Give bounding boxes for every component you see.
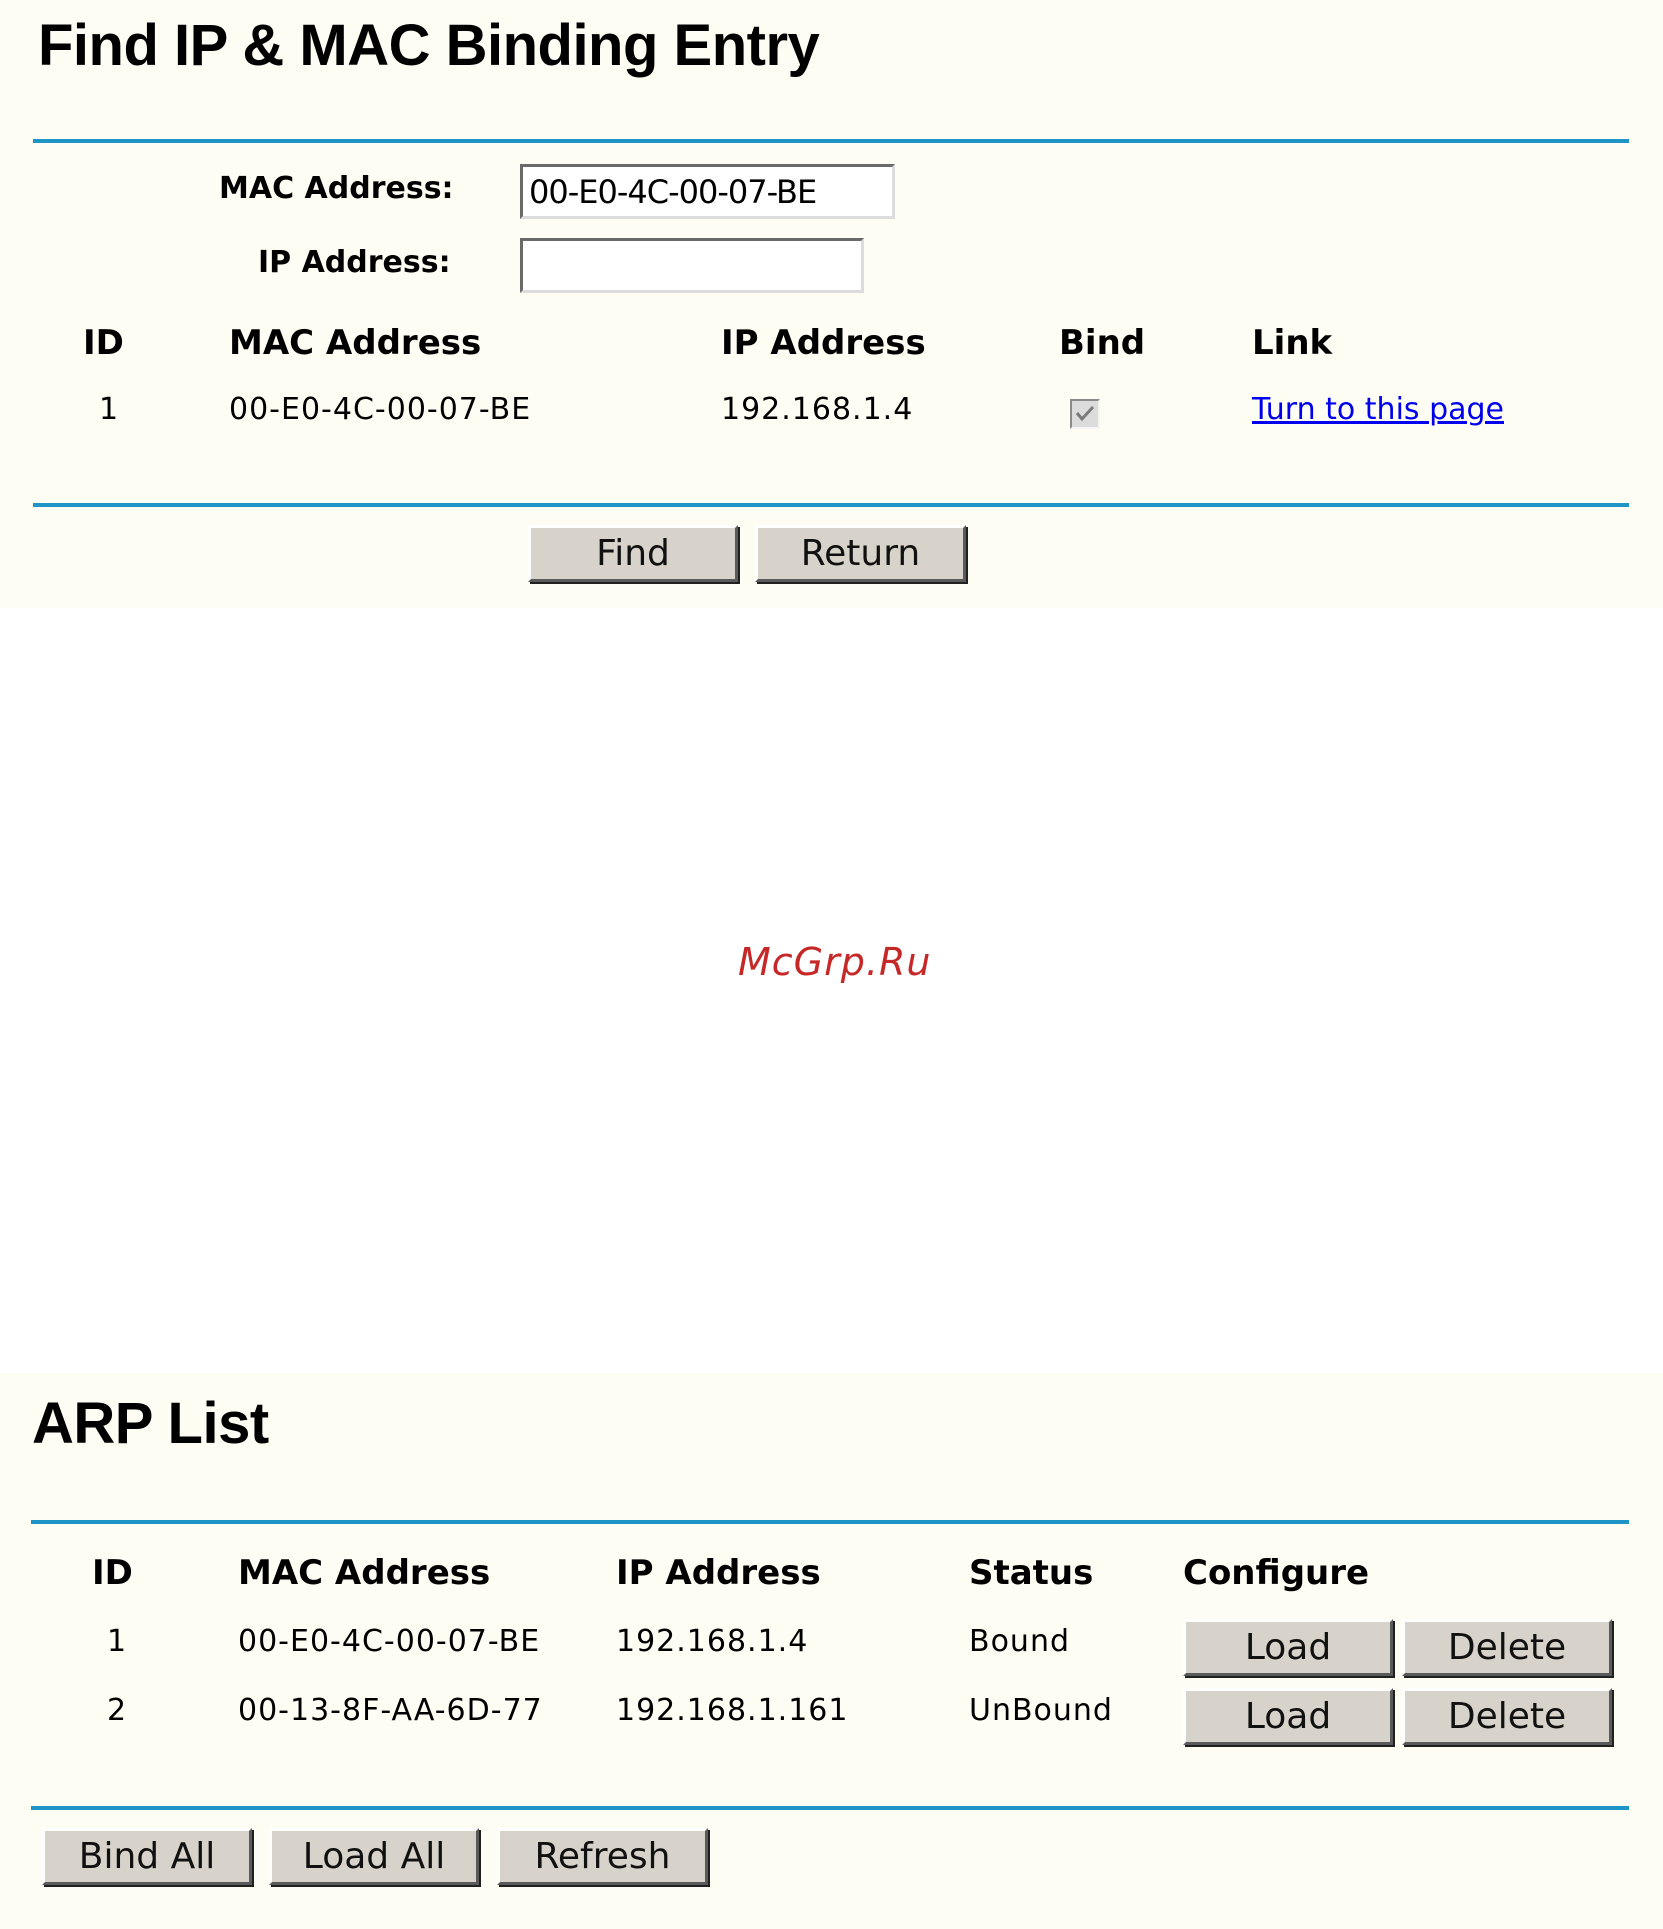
col-header-ip: IP Address <box>721 323 926 363</box>
arp-page-title: ARP List <box>32 1391 269 1456</box>
row-ip-address: 192.168.1.4 <box>721 392 914 427</box>
arp-col-header-mac: MAC Address <box>238 1553 491 1593</box>
arp-bottom-divider <box>31 1806 1629 1810</box>
arp-row-id: 2 <box>107 1693 128 1728</box>
col-header-link: Link <box>1252 323 1333 363</box>
mac-address-input[interactable] <box>520 164 895 219</box>
bottom-divider <box>33 503 1629 507</box>
arp-row-mac-address: 00-13-8F-AA-6D-77 <box>238 1693 543 1728</box>
col-header-mac: MAC Address <box>229 323 482 363</box>
mac-address-label: MAC Address: <box>219 171 454 206</box>
find-page-title: Find IP & MAC Binding Entry <box>38 13 820 78</box>
bind-all-button[interactable]: Bind All <box>42 1828 252 1885</box>
return-button[interactable]: Return <box>755 525 966 582</box>
arp-row-mac-address: 00-E0-4C-00-07-BE <box>238 1624 541 1659</box>
load-button[interactable]: Load <box>1183 1619 1393 1676</box>
row-mac-address: 00-E0-4C-00-07-BE <box>229 392 532 427</box>
checkmark-icon <box>1072 401 1098 427</box>
col-header-id: ID <box>83 323 124 363</box>
arp-row-status: UnBound <box>969 1693 1113 1728</box>
arp-row-status: Bound <box>969 1624 1071 1659</box>
ip-address-label: IP Address: <box>258 245 451 280</box>
load-all-button[interactable]: Load All <box>269 1828 479 1885</box>
find-button[interactable]: Find <box>528 525 738 582</box>
arp-top-divider <box>31 1520 1629 1524</box>
arp-col-header-id: ID <box>92 1553 133 1593</box>
find-binding-panel <box>0 0 1663 608</box>
refresh-button[interactable]: Refresh <box>497 1828 708 1885</box>
delete-button[interactable]: Delete <box>1402 1619 1612 1676</box>
arp-col-header-ip: IP Address <box>616 1553 821 1593</box>
load-button[interactable]: Load <box>1183 1688 1393 1745</box>
watermark-text: McGrp.Ru <box>738 940 932 984</box>
top-divider <box>33 139 1629 143</box>
arp-row-id: 1 <box>107 1624 128 1659</box>
arp-row-ip-address: 192.168.1.4 <box>616 1624 809 1659</box>
col-header-bind: Bind <box>1059 323 1146 363</box>
arp-row-ip-address: 192.168.1.161 <box>616 1693 849 1728</box>
turn-to-this-page-link[interactable]: Turn to this page <box>1252 392 1504 427</box>
arp-col-header-configure: Configure <box>1183 1553 1370 1593</box>
delete-button[interactable]: Delete <box>1402 1688 1612 1745</box>
ip-address-input[interactable] <box>520 238 864 293</box>
bind-checkbox[interactable] <box>1070 399 1100 429</box>
arp-list-panel <box>0 1373 1663 1929</box>
arp-col-header-status: Status <box>969 1553 1094 1593</box>
row-id: 1 <box>99 392 120 427</box>
